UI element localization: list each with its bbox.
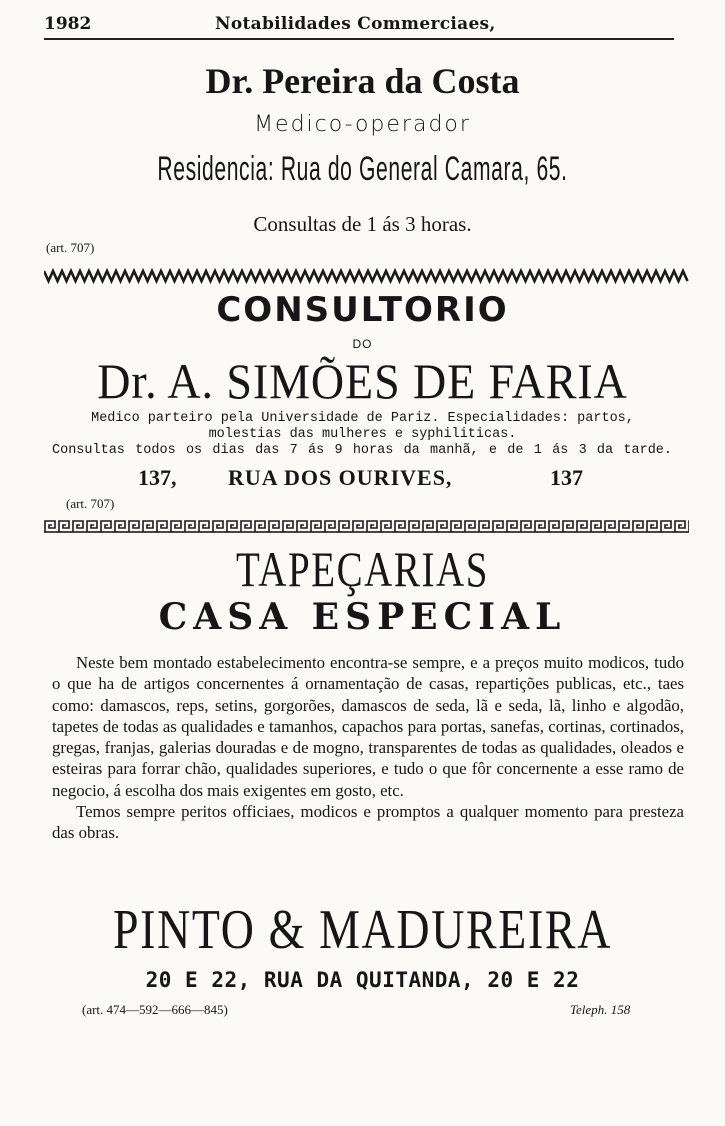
article-reference: (art. 707) bbox=[66, 496, 115, 511]
body-paragraph: Neste bem montado estabelecimento encontra-se sempre, e a preços muito modicos, tudo o que ha de artigos concernentes á ornamentação de casas, repartições publicas, etc., taes como: damascos, reps, setins, gorgorões, damascos de seda, lã e seda, lã, linho e algodão, tapetes de todas as qualidades e tamanhos, capachos para portas, sanefas, cortinas, cortinados, gregas, franjas, galerias douradas e de mogno, transparentes de todas as qualidades, oleados e esteiras para forrar chão, qualidades superiores, e tudo o que fôr concernente a esse ramo de negocio, á escolha dos mais exigentes em gosto, etc. bbox=[52, 653, 684, 800]
tapecarias-heading: TAPEÇARIAS bbox=[235, 541, 490, 597]
specialties-line: molestias das mulheres e syphiliticas. bbox=[208, 427, 517, 442]
casa-especial-subheading: CASA ESPECIAL bbox=[158, 596, 567, 638]
doctor-title: Medico-operador bbox=[254, 112, 471, 137]
address-number-left: 137, bbox=[138, 465, 177, 490]
body-paragraph: Temos sempre peritos officiaes, modicos e promptos a qualquer momento para presteza das obras. bbox=[52, 802, 684, 843]
article-reference: (art. 474—592—666—845) bbox=[82, 1002, 228, 1017]
residence-line: Residencia: Rua do General Camara, 65. bbox=[157, 150, 568, 188]
firm-name: PINTO & MADUREIRA bbox=[112, 899, 612, 961]
firm-address: 20 E 22, RUA DA QUITANDA, 20 E 22 bbox=[145, 968, 580, 992]
telephone-number: Teleph. 158 bbox=[570, 1002, 631, 1017]
doctor-name-faria: Dr. A. SIMÕES DE FARIA bbox=[97, 353, 628, 409]
address-street: RUA DOS OURIVES, bbox=[228, 465, 453, 490]
credentials-line: Medico parteiro pela Universidade de Pariz. Especialidades: partos, bbox=[91, 411, 634, 426]
doctor-name-pereira: Dr. Pereira da Costa bbox=[205, 61, 520, 101]
consultorio-heading: CONSULTORIO bbox=[216, 290, 509, 330]
article-reference: (art. 707) bbox=[46, 240, 95, 255]
connector-word: DO bbox=[352, 337, 373, 351]
consultation-hours: Consultas de 1 ás 3 horas. bbox=[253, 212, 472, 236]
header-rule bbox=[44, 38, 674, 40]
consultation-times: Consultas todos os dias das 7 ás 9 horas da manhã, e de 1 ás 3 da tarde. bbox=[52, 443, 672, 458]
advertisement-body bbox=[52, 652, 684, 844]
zigzag-divider bbox=[44, 268, 689, 284]
running-title: Notabilidades Commerciaes, bbox=[215, 14, 496, 34]
page-number: 1982 bbox=[44, 14, 92, 34]
address-number-right: 137 bbox=[550, 465, 583, 490]
greek-key-divider bbox=[44, 518, 689, 534]
